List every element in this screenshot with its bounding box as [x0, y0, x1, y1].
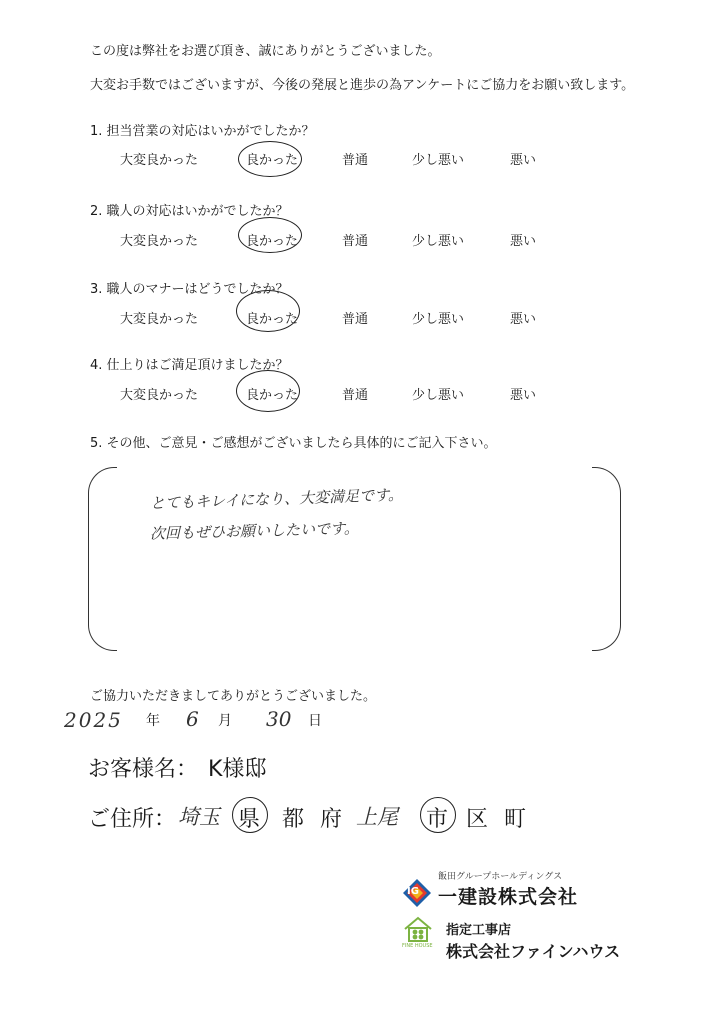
date-day-label: 日	[308, 713, 322, 729]
q2-option-very-good: 大変良かった	[120, 234, 199, 249]
address-city-option-cho: 町	[504, 807, 527, 832]
q3-option-normal: 普通	[342, 312, 369, 327]
q3-option-slightly-bad: 少し悪い	[412, 312, 465, 327]
q4-selection-circle	[236, 370, 300, 412]
address-pref-option-to: 都	[282, 807, 305, 832]
question-3: 3. 職人のマナーはどうでしたか？	[90, 282, 289, 297]
address-city-handwritten: 上尾	[356, 805, 398, 829]
ig-logo-icon	[402, 878, 432, 908]
address-city-option-ku: 区	[466, 807, 489, 832]
q2-option-slightly-bad: 少し悪い	[412, 234, 465, 249]
address-pref-option-fu: 府	[320, 807, 343, 832]
question-1: 1. 担当営業の対応はいかがでしたか？	[90, 124, 315, 139]
address-city-option-shi: 市	[426, 807, 449, 832]
house-logo-mark: FINE HOUSE	[402, 943, 433, 949]
address-pref-option-ken: 県	[238, 807, 261, 832]
ig-logo-mark: IG	[407, 886, 419, 897]
house-logo-icon	[402, 914, 434, 948]
comment-handwritten-line-1: とてもキレイになり、大変満足です。	[149, 485, 404, 513]
comment-handwritten-line-2: 次回もぜひお願いしたいです。	[149, 519, 360, 543]
prefecture-selection-circle	[232, 797, 268, 833]
date-month-label: 月	[218, 713, 232, 729]
company-1-name: 一建設株式会社	[438, 886, 579, 908]
q1-option-slightly-bad: 少し悪い	[412, 153, 465, 168]
q1-selection-circle	[238, 141, 302, 177]
question-5: 5. その他、ご意見・ご感想がございましたら具体的にご記入下さい。	[90, 436, 497, 451]
address-prefecture-handwritten: 埼玉	[178, 805, 220, 829]
q4-option-slightly-bad: 少し悪い	[412, 388, 465, 403]
q4-option-good: 良かった	[246, 388, 299, 403]
q3-selection-circle	[236, 290, 300, 332]
q1-option-bad: 悪い	[510, 153, 537, 168]
q4-option-normal: 普通	[342, 388, 369, 403]
customer-name: K様邸	[208, 757, 267, 782]
date-year-handwritten: 2025	[64, 708, 123, 732]
q1-option-very-good: 大変良かった	[120, 153, 199, 168]
q2-option-normal: 普通	[342, 234, 369, 249]
comment-box-right-bracket	[592, 467, 621, 651]
date-day-handwritten: 30	[266, 707, 292, 731]
address-label: ご住所：	[88, 807, 177, 832]
company-2-name: 株式会社ファインハウス	[446, 942, 621, 961]
date-month-handwritten: 6	[186, 707, 199, 731]
q3-option-very-good: 大変良かった	[120, 312, 199, 327]
intro-line-1: この度は弊社をお選び頂き、誠にありがとうございました。	[90, 44, 441, 59]
q1-option-normal: 普通	[342, 153, 369, 168]
customer-label: お客様名：	[88, 757, 199, 782]
q2-option-good: 良かった	[246, 234, 299, 249]
q4-option-bad: 悪い	[510, 388, 537, 403]
designation-label: 指定工事店	[446, 923, 512, 938]
q3-option-bad: 悪い	[510, 312, 537, 327]
q4-option-very-good: 大変良かった	[120, 388, 199, 403]
q3-option-good: 良かった	[246, 312, 299, 327]
thanks-text: ご協力いただきましてありがとうございました。	[90, 689, 377, 704]
group-name: 飯田グループホールディングス	[438, 872, 563, 882]
date-year-label: 年	[146, 713, 160, 729]
date-row	[64, 706, 364, 736]
question-2: 2. 職人の対応はいかがでしたか？	[90, 204, 289, 219]
q2-selection-circle	[238, 217, 302, 253]
comment-box-left-bracket	[88, 467, 117, 651]
intro-line-2: 大変お手数ではございますが、今後の発展と進歩の為アンケートにご協力をお願い致します。	[90, 78, 635, 93]
question-4: 4. 仕上りはご満足頂けましたか？	[90, 358, 289, 373]
q2-option-bad: 悪い	[510, 234, 537, 249]
city-selection-circle	[420, 797, 456, 833]
q1-option-good: 良かった	[246, 153, 299, 168]
